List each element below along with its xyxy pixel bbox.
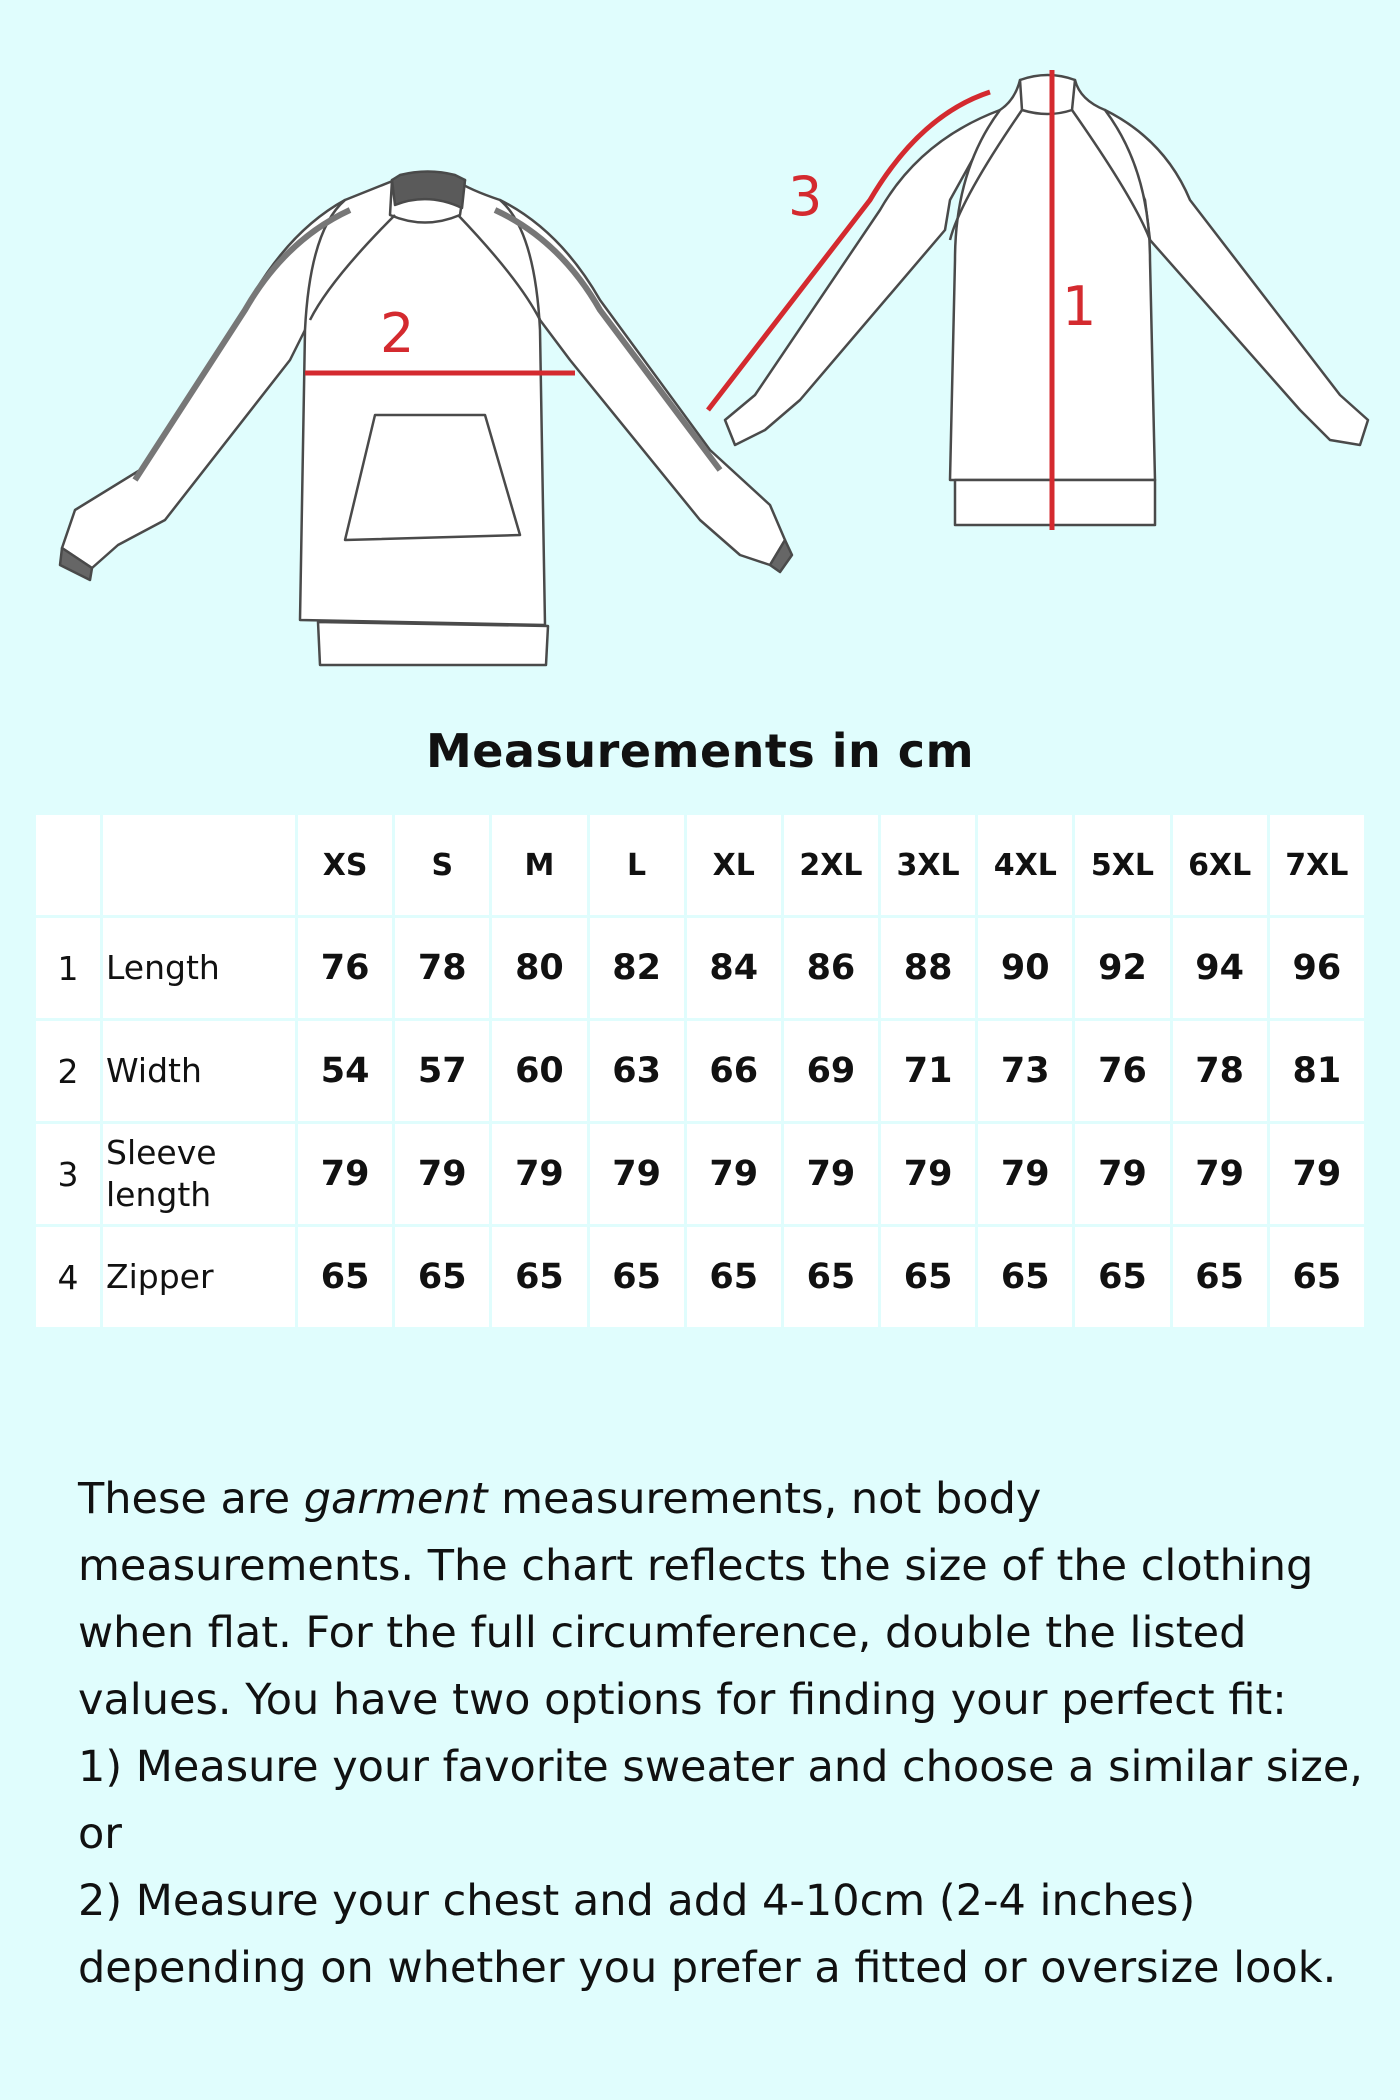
value-cell: 63 xyxy=(590,1021,684,1121)
value-cell: 65 xyxy=(978,1227,1072,1327)
value-cell: 65 xyxy=(784,1227,878,1327)
size-header: 5XL xyxy=(1075,815,1169,915)
row-label: Zipper xyxy=(103,1227,295,1327)
value-cell: 54 xyxy=(298,1021,392,1121)
size-header: S xyxy=(395,815,489,915)
table-row xyxy=(36,1124,1364,1224)
value-cell: 86 xyxy=(784,918,878,1018)
measurement-note xyxy=(78,1466,1368,2002)
size-chart-table xyxy=(33,812,1367,1330)
value-cell: 88 xyxy=(881,918,975,1018)
value-cell: 65 xyxy=(1173,1227,1267,1327)
value-cell: 79 xyxy=(590,1124,684,1224)
size-header: 6XL xyxy=(1173,815,1267,915)
value-cell: 71 xyxy=(881,1021,975,1121)
row-label: Width xyxy=(103,1021,295,1121)
note-intro-start: These are xyxy=(78,1474,304,1524)
value-cell: 76 xyxy=(1075,1021,1169,1121)
value-cell: 65 xyxy=(590,1227,684,1327)
callout-1: 1 xyxy=(1062,275,1097,338)
value-cell: 79 xyxy=(395,1124,489,1224)
note-option-1: 1) Measure your favorite sweater and choose a similar size, or xyxy=(78,1742,1363,1859)
size-header: 7XL xyxy=(1270,815,1364,915)
value-cell: 80 xyxy=(492,918,586,1018)
size-header: 2XL xyxy=(784,815,878,915)
garment-illustration xyxy=(0,0,1400,720)
value-cell: 84 xyxy=(687,918,781,1018)
value-cell: 65 xyxy=(298,1227,392,1327)
value-cell: 57 xyxy=(395,1021,489,1121)
value-cell: 60 xyxy=(492,1021,586,1121)
value-cell: 65 xyxy=(881,1227,975,1327)
value-cell: 79 xyxy=(1270,1124,1364,1224)
size-header: XS xyxy=(298,815,392,915)
row-number: 2 xyxy=(36,1021,100,1121)
size-header: 4XL xyxy=(978,815,1072,915)
value-cell: 96 xyxy=(1270,918,1364,1018)
value-cell: 79 xyxy=(1173,1124,1267,1224)
value-cell: 78 xyxy=(1173,1021,1267,1121)
value-cell: 79 xyxy=(492,1124,586,1224)
table-row xyxy=(36,1227,1364,1327)
row-number: 3 xyxy=(36,1124,100,1224)
value-cell: 79 xyxy=(1075,1124,1169,1224)
value-cell: 94 xyxy=(1173,918,1267,1018)
header-empty-cell xyxy=(36,815,100,915)
size-header: L xyxy=(590,815,684,915)
row-number: 1 xyxy=(36,918,100,1018)
row-label: Sleeve length xyxy=(103,1124,295,1224)
value-cell: 90 xyxy=(978,918,1072,1018)
value-cell: 82 xyxy=(590,918,684,1018)
value-cell: 79 xyxy=(784,1124,878,1224)
value-cell: 81 xyxy=(1270,1021,1364,1121)
value-cell: 65 xyxy=(1270,1227,1364,1327)
page-title: Measurements in cm xyxy=(425,724,975,778)
callout-2: 2 xyxy=(380,302,415,365)
value-cell: 78 xyxy=(395,918,489,1018)
note-emphasis: garment xyxy=(303,1474,488,1524)
table-row xyxy=(36,1021,1364,1121)
value-cell: 66 xyxy=(687,1021,781,1121)
header-empty-cell xyxy=(103,815,295,915)
size-header: M xyxy=(492,815,586,915)
value-cell: 92 xyxy=(1075,918,1169,1018)
row-number: 4 xyxy=(36,1227,100,1327)
value-cell: 79 xyxy=(881,1124,975,1224)
size-header: XL xyxy=(687,815,781,915)
value-cell: 79 xyxy=(978,1124,1072,1224)
value-cell: 79 xyxy=(298,1124,392,1224)
value-cell: 65 xyxy=(395,1227,489,1327)
sweater-front-view xyxy=(60,172,792,666)
sweater-back-view xyxy=(725,75,1368,525)
table-header-row xyxy=(36,815,1364,915)
callout-3: 3 xyxy=(788,165,823,228)
size-header: 3XL xyxy=(881,815,975,915)
value-cell: 65 xyxy=(687,1227,781,1327)
note-option-2: 2) Measure your chest and add 4-10cm (2-4 inches) depending on whether you prefer a fitted or oversize look. xyxy=(78,1876,1337,1993)
value-cell: 73 xyxy=(978,1021,1072,1121)
value-cell: 69 xyxy=(784,1021,878,1121)
value-cell: 65 xyxy=(492,1227,586,1327)
value-cell: 65 xyxy=(1075,1227,1169,1327)
table-row xyxy=(36,918,1364,1018)
note-intro xyxy=(78,1466,1368,1734)
row-label: Length xyxy=(103,918,295,1018)
value-cell: 76 xyxy=(298,918,392,1018)
value-cell: 79 xyxy=(687,1124,781,1224)
note-intro-rest: measurements, not body measurements. The chart reflects the size of the clothing when flat. For the full circumference, double the listed values. You have two options for finding your perfect fit: xyxy=(78,1474,1314,1725)
